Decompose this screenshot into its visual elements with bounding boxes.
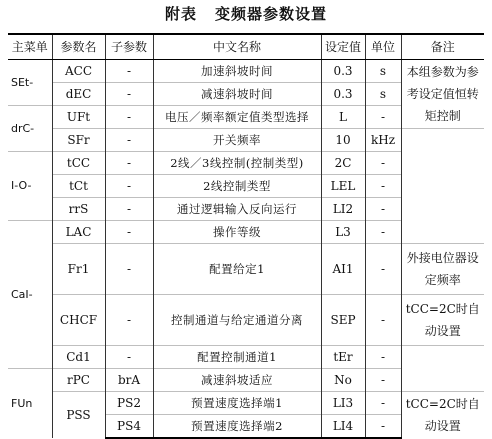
- unit-cell: -: [365, 175, 401, 198]
- note-cell-3: tCC=2C时自动设置: [401, 295, 484, 346]
- unit-cell: -: [365, 392, 401, 415]
- table-row: [8, 60, 484, 83]
- subparam-cell: -: [105, 244, 153, 295]
- group-fun: FUn: [8, 369, 52, 439]
- name-cell: 电压／频率额定值类型选择: [153, 106, 321, 129]
- subparam-cell: -: [105, 295, 153, 346]
- header-note: 备注: [401, 34, 484, 60]
- value-cell: LI2: [321, 198, 365, 221]
- param-cell: Cd1: [52, 346, 105, 369]
- name-cell: 控制通道与给定通道分离: [153, 295, 321, 346]
- value-cell: 0.3: [321, 60, 365, 83]
- note-cell-2: 外接电位器设定频率: [401, 244, 484, 295]
- parameter-table: [8, 33, 484, 439]
- header-subparam: 子参数: [105, 34, 153, 60]
- table-row: [8, 392, 484, 415]
- table-row: [8, 346, 484, 369]
- subparam-cell: -: [105, 346, 153, 369]
- table-title: [0, 3, 492, 25]
- name-cell: 操作等级: [153, 221, 321, 244]
- unit-cell: -: [365, 198, 401, 221]
- note-cell-4: tCC=2C时自动设置: [401, 392, 484, 439]
- value-cell: LI3: [321, 392, 365, 415]
- note-cell-1: 本组参数为参考设定值恒转矩控制: [401, 60, 484, 129]
- name-cell: 通过逻辑输入反向运行: [153, 198, 321, 221]
- group-cal: CaI-: [8, 221, 52, 369]
- value-cell: No: [321, 369, 365, 392]
- value-cell: 2C: [321, 152, 365, 175]
- subparam-cell: -: [105, 152, 153, 175]
- name-cell: 加速斜坡时间: [153, 60, 321, 83]
- unit-cell: -: [365, 369, 401, 392]
- name-cell: 减速斜坡时间: [153, 83, 321, 106]
- unit-cell: -: [365, 295, 401, 346]
- unit-cell: -: [365, 415, 401, 439]
- header-param: 参数名: [52, 34, 105, 60]
- value-cell: AI1: [321, 244, 365, 295]
- param-cell: tCC: [52, 152, 105, 175]
- param-cell: UFt: [52, 106, 105, 129]
- subparam-cell: brA: [105, 369, 153, 392]
- group-set: SEt-: [11, 75, 34, 89]
- param-cell: rrS: [52, 198, 105, 221]
- value-cell: SEP: [321, 295, 365, 346]
- note-cell-empty: [401, 346, 484, 392]
- subparam-cell: -: [105, 221, 153, 244]
- header-unit: 单位: [365, 34, 401, 60]
- param-cell: SFr: [52, 129, 105, 152]
- name-cell: 预置速度选择端1: [153, 392, 321, 415]
- header-menu: 主菜单: [8, 34, 52, 60]
- subparam-cell: -: [105, 198, 153, 221]
- table-row: [8, 244, 484, 295]
- name-cell: 配置控制通道1: [153, 346, 321, 369]
- subparam-cell: PS4: [105, 415, 153, 439]
- name-cell: 2线控制类型: [153, 175, 321, 198]
- unit-cell: s: [365, 60, 401, 83]
- header-row: [8, 34, 484, 60]
- name-cell: 预置速度选择端2: [153, 415, 321, 439]
- unit-cell: -: [365, 106, 401, 129]
- unit-cell: s: [365, 83, 401, 106]
- param-cell: Fr1: [52, 244, 105, 295]
- group-io: I-O-: [8, 152, 52, 221]
- title-prefix: 附表: [164, 5, 197, 23]
- unit-cell: -: [365, 346, 401, 369]
- table-row: [8, 129, 484, 152]
- value-cell: 0.3: [321, 83, 365, 106]
- value-cell: 10: [321, 129, 365, 152]
- value-cell: L: [321, 106, 365, 129]
- value-cell: LI4: [321, 415, 365, 439]
- param-cell: tCt: [52, 175, 105, 198]
- value-cell: tEr: [321, 346, 365, 369]
- unit-cell: -: [365, 244, 401, 295]
- subparam-cell: -: [105, 60, 153, 83]
- note-cell-empty: [401, 129, 484, 244]
- name-cell: 减速斜坡适应: [153, 369, 321, 392]
- header-name: 中文名称: [153, 34, 321, 60]
- param-cell: CHCF: [52, 295, 105, 346]
- subparam-cell: -: [105, 175, 153, 198]
- subparam-cell: -: [105, 83, 153, 106]
- unit-cell: -: [365, 152, 401, 175]
- title-main: 变频器参数设置: [215, 5, 328, 23]
- subparam-cell: PS2: [105, 392, 153, 415]
- param-cell: ACC: [52, 60, 105, 83]
- param-cell: LAC: [52, 221, 105, 244]
- value-cell: L3: [321, 221, 365, 244]
- name-cell: 开关频率: [153, 129, 321, 152]
- subparam-cell: -: [105, 106, 153, 129]
- name-cell: 配置给定1: [153, 244, 321, 295]
- table-row: [8, 295, 484, 346]
- name-cell: 2线／3线控制(控制类型): [153, 152, 321, 175]
- group-drc: drC-: [8, 106, 52, 152]
- header-value: 设定值: [321, 34, 365, 60]
- param-cell: rPC: [52, 369, 105, 392]
- value-cell: LEL: [321, 175, 365, 198]
- unit-cell: -: [365, 221, 401, 244]
- subparam-cell: -: [105, 129, 153, 152]
- unit-cell: kHz: [365, 129, 401, 152]
- param-cell: PSS: [52, 392, 105, 439]
- param-cell: dEC: [52, 83, 105, 106]
